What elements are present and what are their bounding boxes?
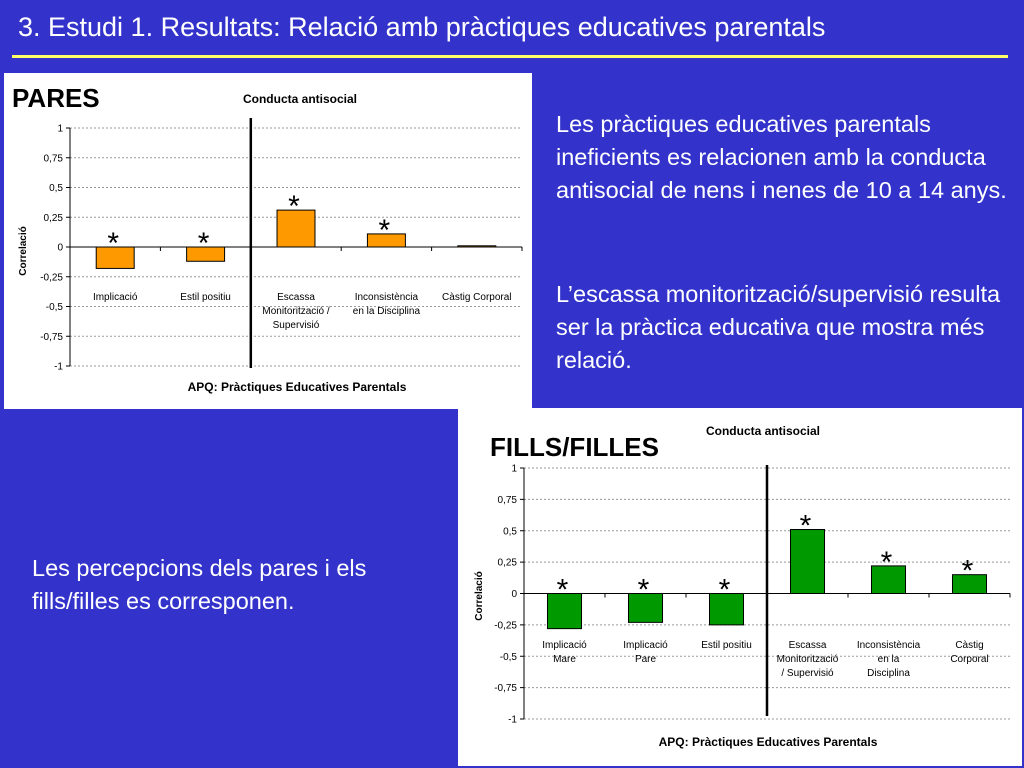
chart-title: Conducta antisocial <box>242 92 358 106</box>
y-tick-label: -0,75 <box>40 331 63 343</box>
category-label: Escassa <box>788 640 827 651</box>
pares-panel-label: PARES <box>12 83 100 113</box>
y-tick-label: 0,25 <box>497 557 517 569</box>
category-label: Escassa <box>277 292 315 303</box>
category-label: Supervisió <box>272 320 320 331</box>
y-tick-label: 0,25 <box>43 212 63 224</box>
pares-chart-panel <box>4 73 532 409</box>
significance-marker: * <box>718 573 731 607</box>
y-tick-label: -1 <box>54 361 63 373</box>
y-axis-label: Correlació <box>18 226 29 276</box>
significance-marker: * <box>961 554 974 588</box>
title-underline <box>12 55 1008 58</box>
slide-title: 3. Estudi 1. Resultats: Relació amb pràctiques educatives parentals <box>18 12 826 42</box>
y-tick-label: 1 <box>57 123 63 135</box>
category-label: Corporal <box>950 654 989 665</box>
category-label: Mare <box>553 654 576 665</box>
category-label: Càstig Corporal <box>442 292 512 303</box>
category-label: Implicació <box>92 292 138 303</box>
category-label: Estil positiu <box>180 292 231 303</box>
significance-marker: * <box>637 573 650 607</box>
significance-marker: * <box>378 213 391 247</box>
y-tick-label: -1 <box>508 714 517 726</box>
y-axis-label: Correlació <box>474 571 485 621</box>
y-tick-label: 0 <box>511 589 517 600</box>
significance-marker: * <box>880 545 893 579</box>
category-label: Inconsistència <box>354 292 419 303</box>
category-label: Monitorització / <box>262 306 330 317</box>
significance-marker: * <box>288 190 300 224</box>
significance-marker: * <box>799 509 812 543</box>
y-tick-label: 1 <box>511 463 517 475</box>
category-label: Implicació <box>623 640 668 651</box>
y-tick-label: -0,25 <box>494 620 517 632</box>
category-label: Inconsistència <box>856 640 921 651</box>
significance-marker: * <box>197 227 210 260</box>
category-label: en la Disciplina <box>352 306 421 317</box>
category-label: en la <box>877 654 900 665</box>
category-label: Estil positiu <box>701 640 752 651</box>
pares-chart <box>4 73 532 409</box>
y-tick-label: -0,5 <box>45 302 63 313</box>
finding-text-1: Les pràctiques educatives parentals ineficients es relacionen amb la conducta antisocial de nens i nenes de 10 a 14 anys. <box>556 111 1007 203</box>
y-tick-label: 0,75 <box>497 494 517 506</box>
category-label: Pare <box>634 654 657 665</box>
chart-title: Conducta antisocial <box>705 424 821 438</box>
significance-marker: * <box>556 573 569 607</box>
x-axis-label: APQ: Pràctiques Educatives Parentals <box>187 380 407 394</box>
bar <box>458 246 496 247</box>
x-axis-label: APQ: Pràctiques Educatives Parentals <box>658 735 878 749</box>
fills-panel-label: FILLS/FILLES <box>490 432 659 462</box>
fills-chart <box>458 408 1022 766</box>
finding-text-2: L’escassa monitorització/supervisió resulta ser la pràctica educativa que mostra més relació. <box>556 281 1001 373</box>
finding-text-3: Les percepcions dels pares i els fills/filles es corresponen. <box>32 555 367 614</box>
y-tick-label: -0,25 <box>40 272 63 284</box>
category-label: Càstig <box>955 640 984 651</box>
category-label: Implicació <box>542 640 587 651</box>
fills-chart-panel <box>458 408 1022 766</box>
y-tick-label: 0,5 <box>49 183 63 194</box>
y-tick-label: 0,75 <box>43 153 63 165</box>
category-label: Disciplina <box>867 668 910 679</box>
y-tick-label: -0,75 <box>494 683 517 695</box>
category-label: / Supervisió <box>781 668 834 679</box>
y-tick-label: 0 <box>57 242 63 254</box>
category-label: Monitorització <box>776 654 839 665</box>
significance-marker: * <box>107 227 120 260</box>
y-tick-label: -0,5 <box>499 651 517 663</box>
y-tick-label: 0,5 <box>503 526 517 538</box>
